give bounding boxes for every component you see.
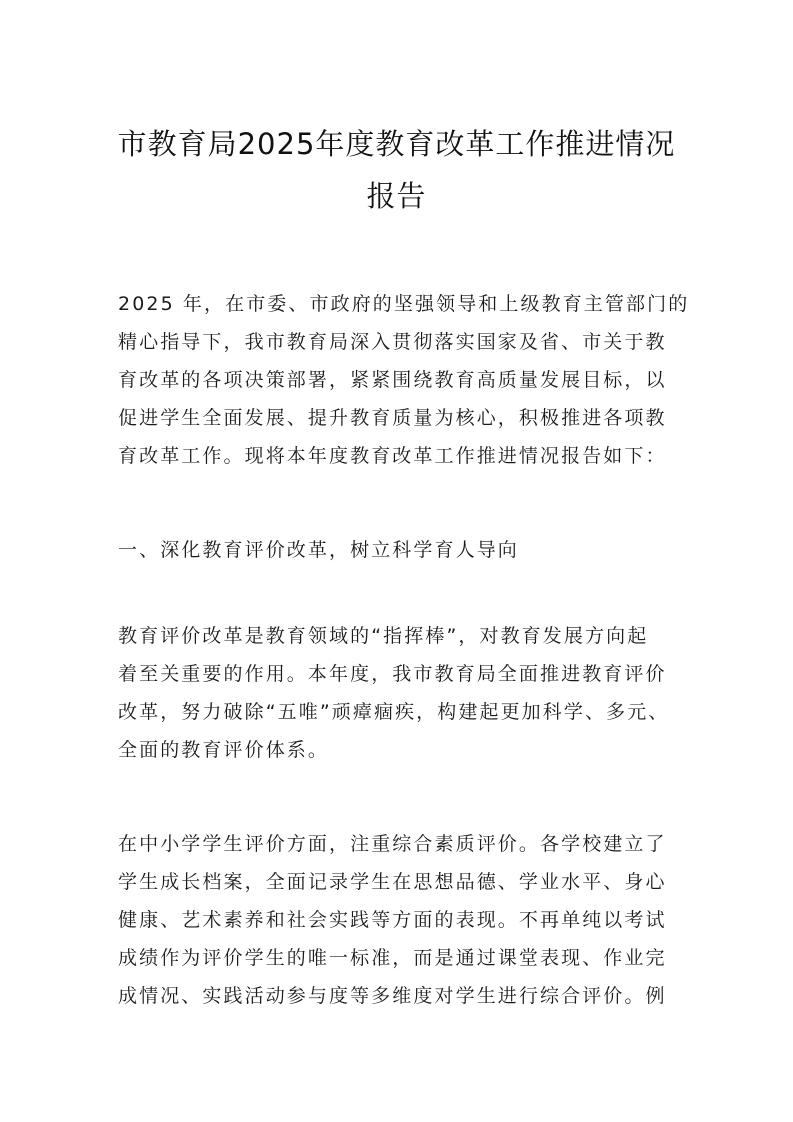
- section-1-heading: 一、深化教育评价改革，树立科学育人导向: [118, 539, 519, 561]
- section-heading: [118, 531, 678, 569]
- intro-line: 2025 年，在市委、市政府的坚强领导和上级教育主管部门的: [118, 293, 690, 315]
- paragraph-line: 在中小学学生评价方面，注重综合素质评价。各学校建立了: [118, 833, 667, 855]
- paragraph-line: 成绩作为评价学生的唯一标准，而是通过课堂表现、作业完: [118, 947, 667, 969]
- paragraph-line: 改革，努力破除“五唯”顽瘴痼疾，构建起更加科学、多元、: [118, 701, 670, 723]
- paragraph-line: 着至关重要的作用。本年度，我市教育局全面推进教育评价: [118, 663, 667, 685]
- section-1-paragraph-1: [118, 617, 678, 769]
- document-title: [100, 118, 693, 222]
- paragraph-line: 成情况、实践活动参与度等多维度对学生进行综合评价。例: [118, 985, 667, 1007]
- title-line-1: 市教育局2025年度教育改革工作推进情况: [117, 127, 676, 161]
- intro-line: 促进学生全面发展、提升教育质量为核心，积极推进各项教: [118, 407, 667, 429]
- intro-line: 育改革的各项决策部署，紧紧围绕教育高质量发展目标，以: [118, 369, 667, 391]
- intro-paragraph: [118, 285, 690, 475]
- intro-line: 精心指导下，我市教育局深入贯彻落实国家及省、市关于教: [118, 331, 667, 353]
- paragraph-line: 教育评价改革是教育领域的“指挥棒”，对教育发展方向起: [118, 625, 649, 647]
- section-1-paragraph-2: [118, 825, 678, 1015]
- paragraph-line: 全面的教育评价体系。: [118, 739, 330, 761]
- paragraph-line: 学生成长档案，全面记录学生在思想品德、学业水平、身心: [118, 871, 667, 893]
- title-line-2: 报告: [366, 179, 427, 213]
- intro-line: 育改革工作。现将本年度教育改革工作推进情况报告如下：: [118, 445, 667, 467]
- paragraph-line: 健康、艺术素养和社会实践等方面的表现。不再单纯以考试: [118, 909, 667, 931]
